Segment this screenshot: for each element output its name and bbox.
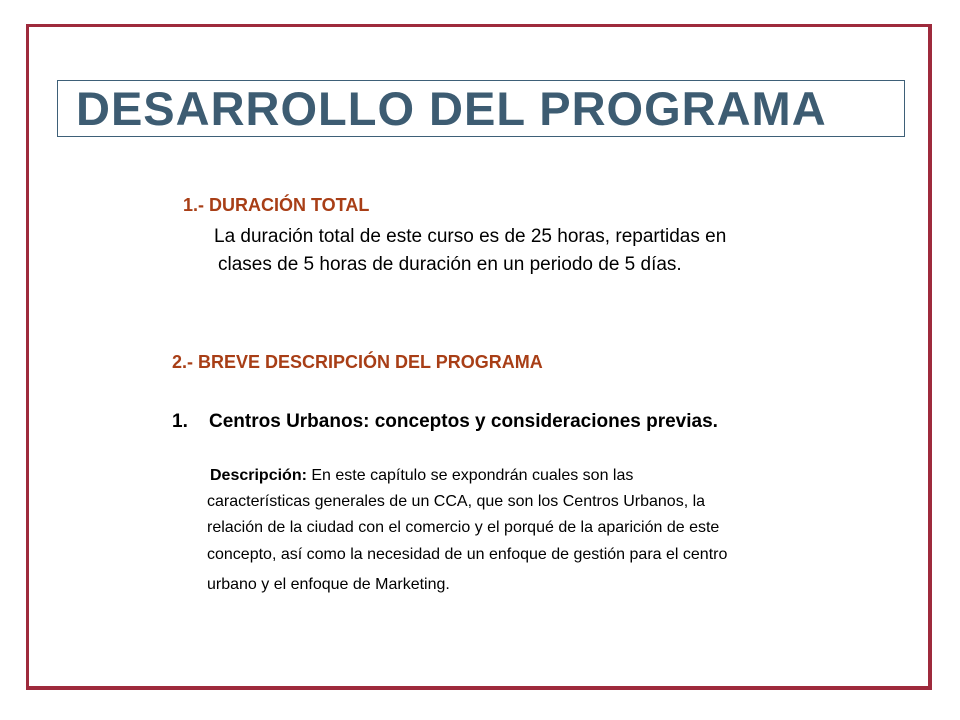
description-line-5: urbano y el enfoque de Marketing. bbox=[207, 576, 450, 593]
description-text-1: En este capítulo se expondrán cuales son las bbox=[311, 467, 634, 484]
title-box bbox=[57, 80, 905, 137]
description-label: Descripción: bbox=[210, 467, 307, 484]
section1-heading: 1.- DURACIÓN TOTAL bbox=[183, 195, 370, 215]
description-line-3: relación de la ciudad con el comercio y el porqué de la aparición de este bbox=[207, 519, 720, 536]
section2-heading: 2.- BREVE DESCRIPCIÓN DEL PROGRAMA bbox=[172, 352, 543, 372]
item-number: 1. bbox=[172, 411, 188, 432]
section1-body-line-1: La duración total de este curso es de 25 horas, repartidas en bbox=[214, 226, 727, 247]
item-title: Centros Urbanos: conceptos y consideraciones previas. bbox=[209, 411, 718, 432]
section1-body-line-2: clases de 5 horas de duración en un periodo de 5 días. bbox=[218, 254, 682, 275]
slide-title: DESARROLLO DEL PROGRAMA bbox=[76, 82, 827, 135]
description-line-1 bbox=[210, 467, 633, 485]
description-line-4: concepto, así como la necesidad de un enfoque de gestión para el centro bbox=[207, 546, 728, 563]
description-line-2: características generales de un CCA, que son los Centros Urbanos, la bbox=[207, 493, 706, 510]
